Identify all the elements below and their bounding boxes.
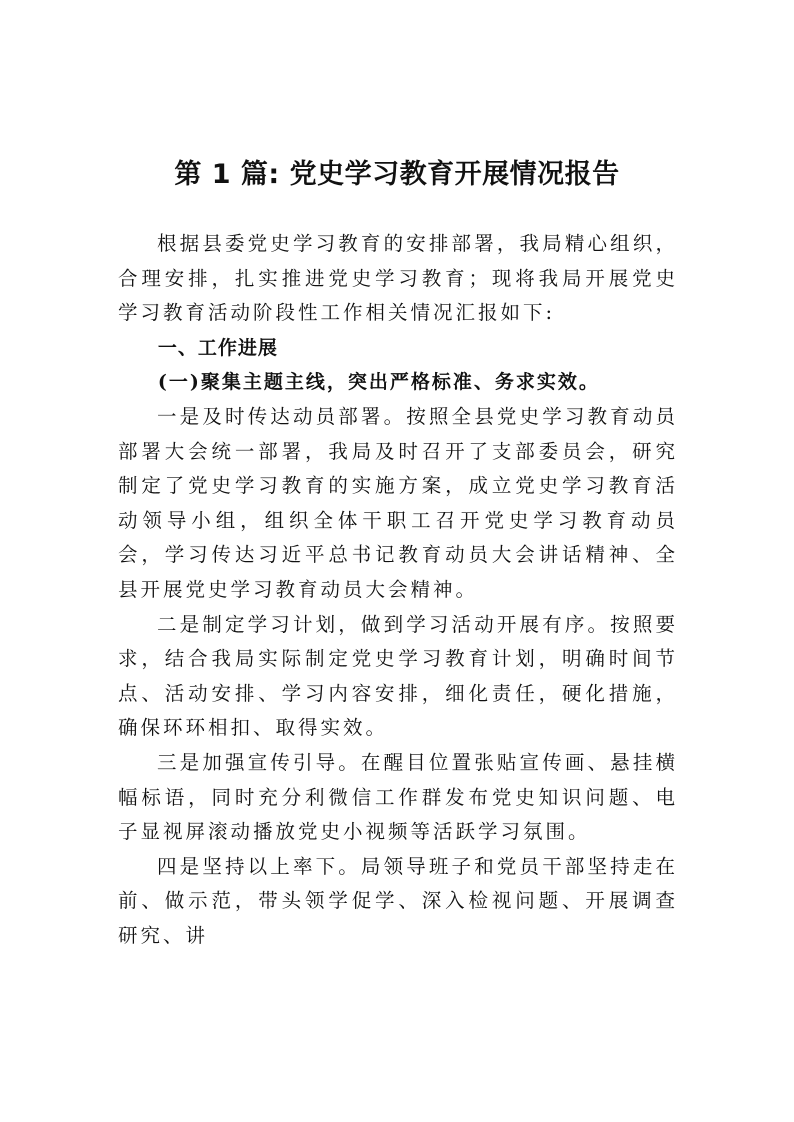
document-title: 第 1 篇: 党史学习教育开展情况报告 [174,159,620,190]
body-paragraph-4: 四是坚持以上率下。局领导班子和党员干部坚持走在前、做示范，带头领学促学、深入检视问题、开展调查研究、讲 [118,854,678,947]
intro-paragraph: 根据县委党史学习教育的安排部署，我局精心组织，合理安排，扎实推进党史学习教育；现将我局开展党史学习教育活动阶段性工作相关情况汇报如下: [118,232,678,325]
body-paragraph-1: 一是及时传达动员部署。按照全县党史学习教育动员部署大会统一部署，我局及时召开了支部委员会，研究制定了党史学习教育的实施方案，成立党史学习教育活动领导小组，组织全体干职工召开党史学习教育动员会，学习传达习近平总书记教育动员大会讲话精神、全县开展党史学习教育动员大会精神。 [118,404,678,601]
body-paragraph-2: 二是制定学习计划，做到学习活动开展有序。按照要求，结合我局实际制定党史学习教育计划，明确时间节点、活动安排、学习内容安排，细化责任，硬化措施，确保环环相扣、取得实效。 [118,612,678,740]
section-heading: 一、工作进展 [157,336,278,359]
subsection-heading: (一)聚集主题主线，突出严格标准、务求实效。 [157,371,600,394]
body-paragraph-3: 三是加强宣传引导。在醒目位置张贴宣传画、悬挂横幅标语，同时充分利微信工作群发布党史知识问题、电子显视屏滚动播放党史小视频等活跃学习氛围。 [118,750,678,844]
document-body [118,227,678,953]
